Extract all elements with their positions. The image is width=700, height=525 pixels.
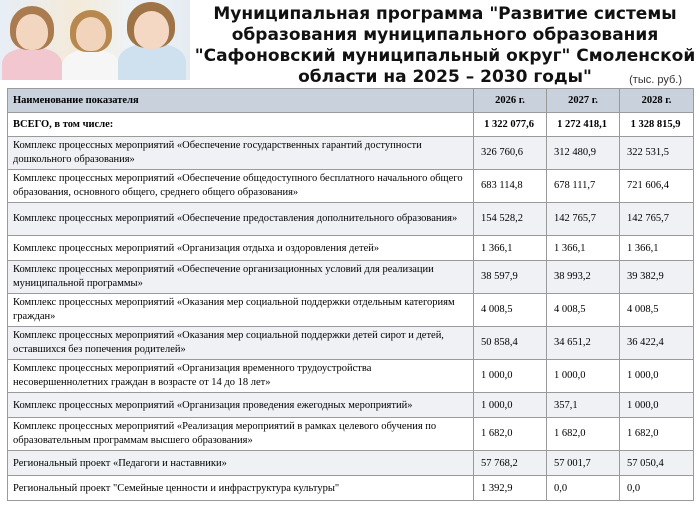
units-label: (тыс. руб.) xyxy=(629,74,682,86)
cell-2028: 1 366,1 xyxy=(620,236,694,261)
cell-2028: 1 000,0 xyxy=(620,393,694,418)
cell-2026: 1 000,0 xyxy=(474,393,547,418)
table-header-row xyxy=(8,89,694,113)
table-row xyxy=(8,203,694,236)
table-row xyxy=(8,261,694,294)
cell-2028: 0,0 xyxy=(620,476,694,501)
cell-2026: 50 858,4 xyxy=(474,327,547,360)
cell-2027: 1 366,1 xyxy=(547,236,620,261)
row-name: Комплекс процессных мероприятий «Оказания мер социальной поддержки отдельным категориям граждан» xyxy=(8,294,474,327)
cell-2026: 4 008,5 xyxy=(474,294,547,327)
cell-2028: 142 765,7 xyxy=(620,203,694,236)
row-name: Комплекс процессных мероприятий «Организация проведения ежегодных мероприятий» xyxy=(8,393,474,418)
cell-2026: 1 392,9 xyxy=(474,476,547,501)
row-name: Комплекс процессных мероприятий «Оказания мер социальной поддержки детей сирот и детей, оставшихся без попечения родителей» xyxy=(8,327,474,360)
column-header-name: Наименование показателя xyxy=(8,89,474,113)
table-row xyxy=(8,360,694,393)
row-name: Комплекс процессных мероприятий «Обеспечение предоставления дополнительного образования» xyxy=(8,203,474,236)
cell-2028: 1 682,0 xyxy=(620,418,694,451)
cell-2026: 57 768,2 xyxy=(474,451,547,476)
cell-2027: 1 000,0 xyxy=(547,360,620,393)
table-row xyxy=(8,137,694,170)
row-name: Комплекс процессных мероприятий «Реализация мероприятий в рамках целевого обучения по образовательным программам высшего образования» xyxy=(8,418,474,451)
cell-2026: 1 366,1 xyxy=(474,236,547,261)
cell-2028: 721 606,4 xyxy=(620,170,694,203)
row-name: Комплекс процессных мероприятий «Обеспечение государственных гарантий доступности дошкольного образования» xyxy=(8,137,474,170)
cell-2027: 34 651,2 xyxy=(547,327,620,360)
budget-table xyxy=(7,88,694,501)
cell-2027: 57 001,7 xyxy=(547,451,620,476)
cell-2026: 1 322 077,6 xyxy=(474,113,547,137)
column-header-2026: 2026 г. xyxy=(474,89,547,113)
cell-2027: 357,1 xyxy=(547,393,620,418)
cell-2028: 322 531,5 xyxy=(620,137,694,170)
cell-2027: 678 111,7 xyxy=(547,170,620,203)
row-name: Региональный проект «Педагоги и наставники» xyxy=(8,451,474,476)
table-row xyxy=(8,451,694,476)
table-row xyxy=(8,327,694,360)
page-title: Муниципальная программа "Развитие системы образования муниципального образования "Сафоновский муниципальный округ" Смоленской области на 2025 – 2030 годы" xyxy=(194,4,696,87)
cell-2027: 1 682,0 xyxy=(547,418,620,451)
column-header-2027: 2027 г. xyxy=(547,89,620,113)
cell-2026: 38 597,9 xyxy=(474,261,547,294)
row-name: Комплекс процессных мероприятий «Обеспечение организационных условий для реализации муниципальной программы» xyxy=(8,261,474,294)
cell-2026: 1 000,0 xyxy=(474,360,547,393)
cell-2028: 36 422,4 xyxy=(620,327,694,360)
table-row xyxy=(8,393,694,418)
cell-2027: 142 765,7 xyxy=(547,203,620,236)
cell-2027: 38 993,2 xyxy=(547,261,620,294)
cell-2026: 683 114,8 xyxy=(474,170,547,203)
row-name: Комплекс процессных мероприятий «Обеспечение общедоступного бесплатного начального общего образования, основного общего, среднего общего образования» xyxy=(8,170,474,203)
cell-2027: 0,0 xyxy=(547,476,620,501)
cell-2026: 154 528,2 xyxy=(474,203,547,236)
table-row xyxy=(8,236,694,261)
table-row xyxy=(8,294,694,327)
cell-2028: 1 328 815,9 xyxy=(620,113,694,137)
cell-2027: 1 272 418,1 xyxy=(547,113,620,137)
table-row xyxy=(8,476,694,501)
table-row xyxy=(8,170,694,203)
cell-2028: 1 000,0 xyxy=(620,360,694,393)
header-photo-children xyxy=(0,0,190,80)
row-name: Комплекс процессных мероприятий «Организация временного трудоустройства несовершеннолетних граждан в возрасте от 14 до 18 лет» xyxy=(8,360,474,393)
cell-2027: 4 008,5 xyxy=(547,294,620,327)
row-name: ВСЕГО, в том числе: xyxy=(8,113,474,137)
column-header-2028: 2028 г. xyxy=(620,89,694,113)
cell-2028: 39 382,9 xyxy=(620,261,694,294)
cell-2026: 1 682,0 xyxy=(474,418,547,451)
table-row xyxy=(8,418,694,451)
row-name: Региональный проект "Семейные ценности и инфраструктура культуры" xyxy=(8,476,474,501)
cell-2027: 312 480,9 xyxy=(547,137,620,170)
cell-2028: 57 050,4 xyxy=(620,451,694,476)
cell-2028: 4 008,5 xyxy=(620,294,694,327)
row-name: Комплекс процессных мероприятий «Организация отдыха и оздоровления детей» xyxy=(8,236,474,261)
cell-2026: 326 760,6 xyxy=(474,137,547,170)
table-row-total xyxy=(8,113,694,137)
